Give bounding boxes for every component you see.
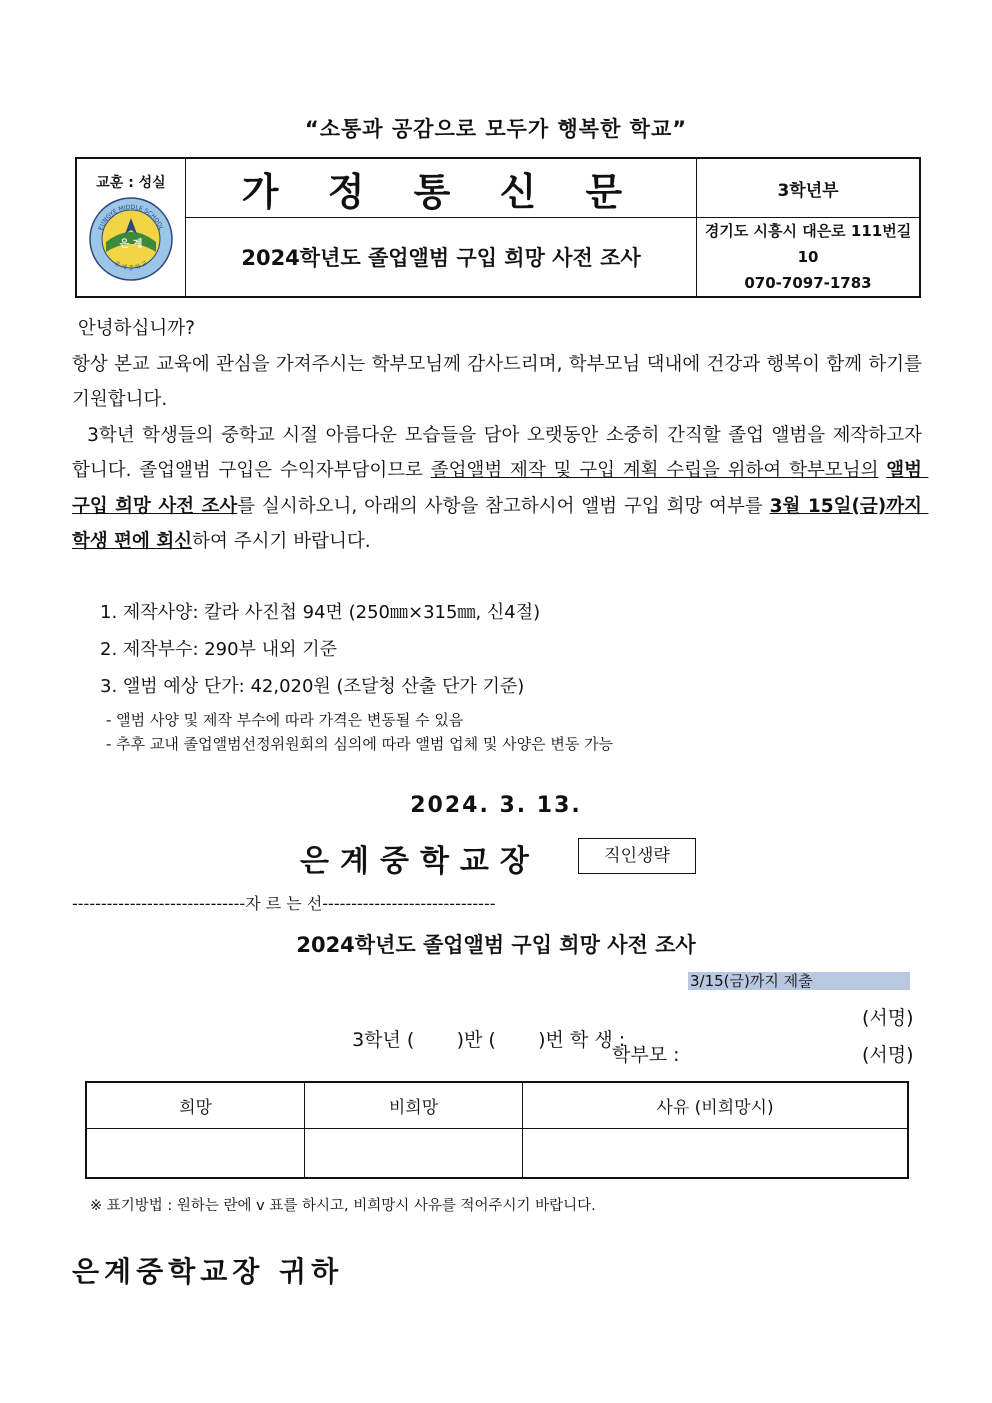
school-phone: 070-7097-1783 (744, 274, 872, 292)
school-motto: 교훈 : 성실 (96, 174, 166, 191)
answer-cell-no[interactable] (305, 1128, 523, 1178)
spec-item: 3. 앨범 예상 단가: 42,020원 (조달청 산출 단가 기준) (100, 676, 525, 697)
survey-table (85, 1081, 909, 1179)
parent-info-label: 학부모 : (612, 1044, 680, 1066)
issue-date: 2024. 3. 13. (410, 793, 582, 818)
addressee-footer: 은계중학교장 귀하 (72, 1255, 344, 1288)
paragraph-2-underline-2: 앨범 구입 희망 사전 조사 (72, 460, 929, 517)
logo-text: 은 계 (119, 238, 143, 250)
school-address: 경기도 시흥시 대은로 111번길 10 (704, 222, 912, 266)
marking-instructions: ※ 표기방법 : 원하는 란에 v 표를 하시고, 비희망시 사유를 적어주시기 바랍니다. (90, 1198, 596, 1214)
cut-line: ------------------------------자 르 는 선------------------------------ (72, 894, 496, 913)
answer-cell-reason[interactable] (523, 1128, 909, 1178)
newsletter-title: 가 정 통 신 문 (186, 158, 697, 218)
school-motto-cell (76, 158, 186, 297)
col-header-reason: 사유 (비희망시) (523, 1082, 909, 1128)
student-signature-label: (서명) (862, 1007, 914, 1029)
survey-answer-row (86, 1128, 908, 1178)
spec-item: 2. 제작부수: 290부 내외 기준 (100, 639, 337, 660)
paragraph-2-underline-1: 졸업앨범 제작 및 구입 계획 수립을 위하여 학부모님의 (430, 460, 879, 481)
paragraph-1: 항상 본교 교육에 관심을 가져주시는 학부모님께 감사드리며, 학부모님 댁내에 건강과 행복이 함께 하기를 기원합니다. (72, 353, 922, 410)
paragraph-2-underline-3: 3월 15일(금)까지 학생 편에 회신 (72, 495, 929, 552)
school-motto-banner: “소통과 공감으로 모두가 행복한 학교” (304, 117, 688, 141)
paragraph-2 (72, 418, 929, 560)
col-header-yes: 희망 (86, 1082, 305, 1128)
answer-cell-yes[interactable] (86, 1128, 305, 1178)
submission-deadline: 3/15(금)까지 제출 (688, 972, 910, 990)
survey-header-row (86, 1082, 908, 1128)
paragraph-2-part-d: 하여 주시기 바랍니다. (192, 531, 371, 552)
greeting: 안녕하십니까? (72, 318, 195, 339)
student-info-line (340, 1003, 625, 1052)
notes-list (106, 708, 613, 756)
seal-omitted-box: 직인생략 (578, 838, 696, 874)
school-logo-icon (88, 196, 174, 282)
student-info-label: 3학년 ( )반 ( )번 학 생 : (352, 1029, 626, 1051)
school-contact (697, 218, 921, 298)
parent-info-line (612, 1040, 680, 1067)
newsletter-subtitle: 2024학년도 졸업앨범 구입 희망 사전 조사 (186, 218, 697, 298)
logo-ring-bottom: 은 계 중 학 교 (112, 259, 150, 272)
parent-signature-label: (서명) (862, 1044, 914, 1066)
grade-department: 3학년부 (697, 158, 921, 218)
spec-item: 1. 제작사양: 칼라 사진첩 94면 (250㎜×315㎜, 신4절) (100, 602, 541, 623)
paragraph-2-part-c: 를 실시하오니, 아래의 사항을 참고하시어 앨범 구입 희망 여부를 (237, 495, 770, 517)
col-header-no: 비희망 (305, 1082, 523, 1128)
slip-title: 2024학년도 졸업앨범 구입 희망 사전 조사 (296, 933, 696, 957)
newsletter-header (75, 157, 921, 298)
logo-ring-top: EUNGYE MIDDLE SCHOOL (97, 203, 165, 231)
note-item: - 앨범 사양 및 제작 부수에 따라 가격은 변동될 수 있음 (106, 711, 464, 729)
note-item: - 추후 교내 졸업앨범선정위원회의 심의에 따라 앨범 업체 및 사양은 변동 가능 (106, 735, 614, 753)
letter-body (72, 311, 929, 560)
paragraph-2-part-a: 3학년 학생들의 중학교 시절 아름다운 모습들을 담아 오랫동안 소중히 간직할 졸업 앨범을 제작하고자 합니다. 졸업앨범 구입은 수익자부담이므로 (72, 424, 928, 481)
principal-name: 은계중학교장 (300, 844, 540, 879)
spec-list (100, 594, 540, 705)
